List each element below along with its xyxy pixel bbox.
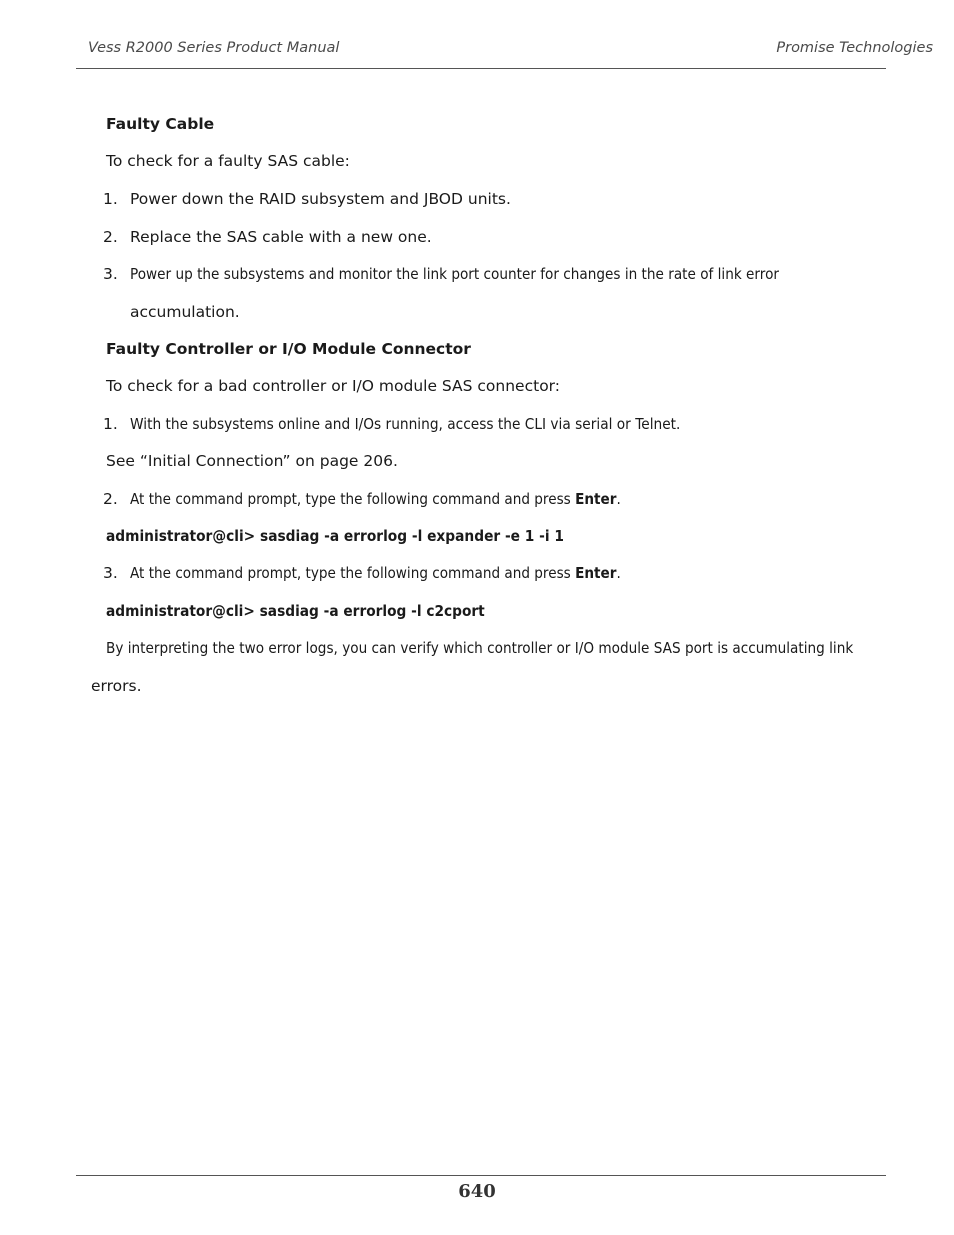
step-number: 3. (103, 265, 118, 283)
step-number: 1. (103, 415, 118, 433)
step-text: Replace the SAS cable with a new one. (130, 228, 432, 246)
key-name: Enter (575, 564, 617, 582)
step-text-continued: accumulation. (130, 303, 240, 321)
step-number: 2. (103, 228, 118, 246)
section-intro: To check for a bad controller or I/O module SAS connector: (106, 377, 560, 395)
step-number: 1. (103, 190, 118, 208)
step-text: At the command prompt, type the following command and press Enter. (130, 564, 621, 582)
closing-paragraph: By interpreting the two error logs, you can verify which controller or I/O module SAS port is accumulating link (106, 639, 854, 657)
header-rule (76, 68, 886, 69)
step-text: At the command prompt, type the following command and press Enter. (130, 490, 621, 508)
header-company: Promise Technologies (776, 40, 933, 56)
section-heading-faulty-cable: Faulty Cable (106, 115, 215, 133)
footer-rule (76, 1175, 886, 1176)
section-heading-faulty-controller: Faulty Controller or I/O Module Connector (106, 340, 471, 358)
closing-paragraph-continued: errors. (91, 677, 142, 695)
step-text: Power up the subsystems and monitor the link port counter for changes in the rate of link error (130, 265, 779, 283)
key-name: Enter (575, 490, 617, 508)
page-number: 640 (458, 1181, 496, 1202)
step-number: 2. (103, 490, 118, 508)
cross-reference: See “Initial Connection” on page 206. (106, 452, 398, 470)
step-text: Power down the RAID subsystem and JBOD units. (130, 190, 511, 208)
step-number: 3. (103, 564, 118, 582)
cli-command: administrator@cli> sasdiag -a errorlog -l expander -e 1 -i 1 (106, 527, 564, 545)
header-title: Vess R2000 Series Product Manual (88, 40, 340, 56)
step-text: With the subsystems online and I/Os running, access the CLI via serial or Telnet. (130, 415, 681, 433)
section-intro: To check for a faulty SAS cable: (106, 152, 350, 170)
cli-command: administrator@cli> sasdiag -a errorlog -l c2cport (106, 602, 485, 620)
